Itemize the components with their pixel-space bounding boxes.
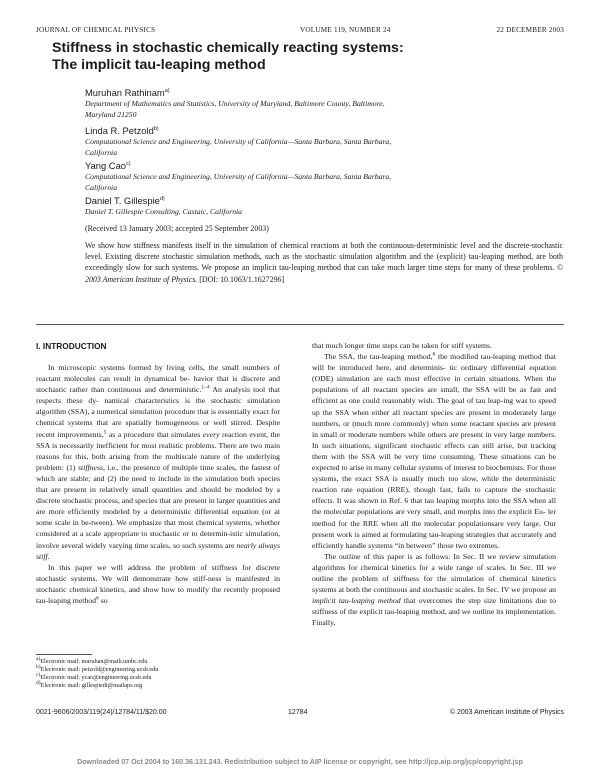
footnote: $^{a)}$Electronic mail: muruhan@math.umbc.edu [36, 655, 148, 665]
author-name: Muruhan Rathinam$^{a)}$ [85, 87, 170, 98]
author-name: Daniel T. Gillespie$^{d)}$ [85, 195, 165, 206]
issue-date: 22 DECEMBER 2003 [496, 26, 564, 34]
body-column-left [36, 362, 280, 606]
author-affiliation: Computational Science and Engineering, University of California—Santa Barbara, Santa Barbara, California [85, 137, 392, 157]
section-heading: I. INTRODUCTION [36, 341, 107, 351]
paper-title: Stiffness in stochastic chemically reacting systems: The implicit tau-leaping method [52, 40, 404, 73]
paragraph: that much longer time steps can be taken for stiff systems. [312, 341, 493, 350]
body-column-right [312, 340, 556, 628]
paragraph: In this paper we will address the problem of stiffness for discrete stochastic systems. We will demonstrate how stiff-ness is manifested in stochastic chemical kinetics, and show how to modify the recently proposed tau-leaping method$^6$ so [36, 562, 280, 605]
volume-number: VOLUME 119, NUMBER 24 [300, 26, 391, 34]
footnote: $^{d)}$Electronic mail: gillespiedt@mailaps.org [36, 679, 143, 689]
paragraph: The SSA, the tau-leaping method,$^6$ the modified tau-leaping method that will be introduced here, and determinis- tic ordinary differential equation (ODE) simulation are each most effective in certain situations. When the populations of all reactant species are small, the SSA will be as fast and efficient as one could reasonably wish. The goal of tau leap-ing was to speed up the SSA when either all reactant species are present in moderately large numbers, or (much more commonly) when some reactant species are present in small or moderate numbers while others are present in very large numbers. In such situations, significant stochastic effects can still arise, but tracking them with the SSA will be very time consuming. These situations can be expected to arise in many cellular systems of interest to biochemists. For those systems, the exact SSA is usually much too slow, while the deterministic reaction rate equation (RRE), though fast, fails to capture the stochastic effects. It was shown in Ref. 6 that tau leaping morphs into the SSA when all the molecular populations are very small, and morphs into the explicit Eu- ler method for the RRE when all the molecular populationsare very large. Our present work is aimed at formulating tau-leaping strategies that accurately and efficiently handle systems “in between” those two extremes. [312, 351, 557, 550]
paragraph: In microscopic systems formed by living cells, the small numbers of reactant molecules can result in dynamical be- havior that is discrete and stochastic rather than continuous and deterministic.$^{1-4}$ An analysis tool that respects these dy- namical characteristics is the stochastic simulation algorithm (SSA), a numerical simulation procedure that is essentially exact for chemical systems that are spatially homogeneous or well stirred. Despite recent improvements,$^5$ as a procedure that simulates every reaction event, the SSA is necessarily inefficient for most realistic problems. There are two main reasons for this, both arising from the multiscale nature of the underlying problem: (1) stiffness, i.e., the presence of multiple time scales, the fastest of which are stable; and (2) the need to include in the simulation both species that are present in relatively small quantities and should be modeled by a discrete stochastic process, and species that are present in larger quantities and are more efficiently modeled by a deterministic differential equation (or at some scale in be-tween). We emphasize that most chemical systems, whether considered at a scale appropriate to stochastic or to determin-istic simulation, involve several widely varying time scales, so such systems are nearly always stiff. [36, 363, 281, 561]
paragraph: The outline of this paper is as follows: In Sec. II we review simulation algorithms for chemical kinetics for a wide range of scales. In Sec. III we outline the problem of stiffness for the simulation of chemical kinetics systems at both the continuous and stochastic scales. In Sec. IV we propose an implicit tau-leaping method that overcomes the step size limitations due to stiffness of the explicit tau-leaping method, and we outline its implementation. Finally, [312, 551, 557, 628]
journal-name: JOURNAL OF CHEMICAL PHYSICS [36, 26, 156, 34]
footnotes [36, 655, 286, 690]
received-dates: (Received 13 January 2003; accepted 25 September 2003) [85, 224, 269, 233]
issn-line: 0021-9606/2003/119(24)/12784/11/$20.00 [36, 709, 167, 716]
author-affiliation: Department of Mathematics and Statistics, University of Maryland, Baltimore County, Baltimore, Maryland 21250 [85, 99, 385, 119]
page-number: 12784 [288, 709, 308, 716]
footer-copyright: © 2003 American Institute of Physics [449, 709, 564, 716]
author-affiliation: Computational Science and Engineering, University of California—Santa Barbara, Santa Barbara, California [85, 172, 392, 192]
footnote: $^{b)}$Electronic mail: petzold@engineering.ucsb.edu [36, 663, 159, 673]
author-name: Yang Cao$^{c)}$ [85, 160, 131, 171]
abstract: We show how stiffness manifests itself in the simulation of chemical reactions at both the continuous-deterministic level and the discrete-stochastic level. Existing discrete stochastic simulation methods, such as the stochastic simulation algorithm and the (explicit) tau-leaping method, are both exceedingly slow for such systems. We propose an implicit tau-leaping method that can take much larger time steps for many of these problems. © 2003 American Institute of Physics. [DOI: 10.1063/1.1627296] [85, 241, 564, 284]
author-affiliation: Daniel T. Gillespie Consulting, Castaic, California [85, 207, 243, 216]
footnote-rule [36, 654, 92, 655]
download-notice[interactable]: Downloaded 07 Oct 2004 to 160.36.131.243. Redistribution subject to AIP license or copyright, see http://jcp.aip.org/jcp/copyright.jsp [77, 758, 523, 766]
divider [36, 324, 564, 325]
author-name: Linda R. Petzold$^{b)}$ [85, 125, 159, 136]
footnote: $^{c)}$Electronic mail: ycao@engineering.ucsb.edu [36, 671, 152, 681]
